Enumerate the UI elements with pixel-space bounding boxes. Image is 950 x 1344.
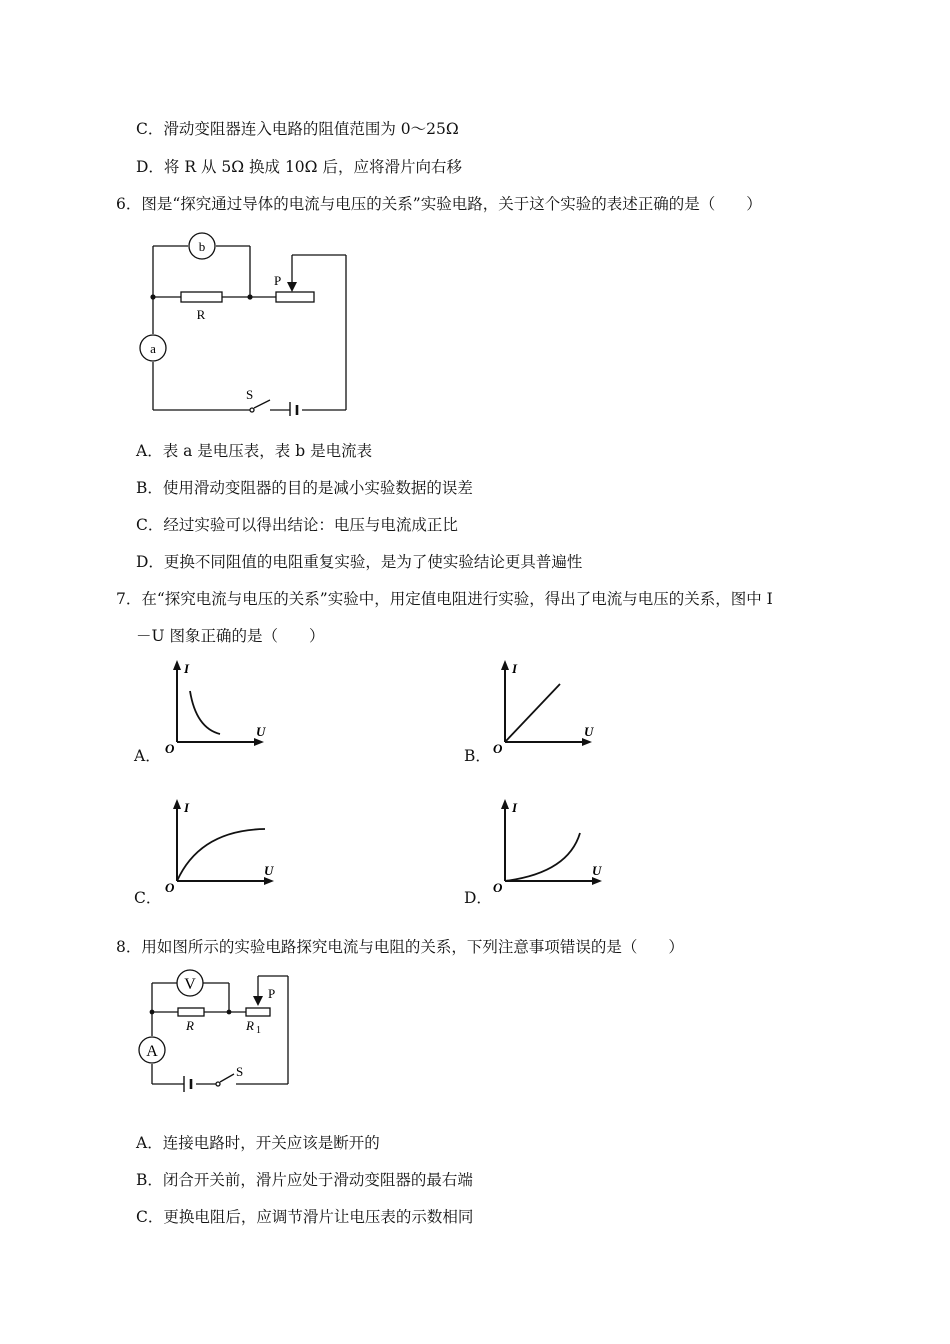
q6-stem: 6．图是“探究通过导体的电流与电压的关系”实验电路，关于这个实验的表述正确的是（ ） [116,195,762,213]
q7-graph-a [160,656,275,756]
q7-label-a: A． [134,747,161,765]
y-axis-label: I [512,800,518,815]
y-axis-label: I [512,661,518,676]
q8-option-c: C．更换电阻后，应调节滑片让电压表的示数相同 [136,1208,474,1226]
q8-stem: 8．用如图所示的实验电路探究电流与电阻的关系，下列注意事项错误的是（ ） [116,938,684,956]
q7-graph-b [488,656,603,756]
q6-circuit-diagram [130,226,360,416]
meter-a-label: a [150,341,156,356]
ammeter-label: A [146,1043,158,1060]
y-axis-label: I [184,661,190,676]
q7-stem-line1: 7．在“探究电流与电压的关系”实验中，用定值电阻进行实验，得出了电流与电压的关系，图中 I [116,590,773,608]
x-axis-label: U [264,863,274,878]
x-axis-label: U [592,863,602,878]
slider-p-label: P [274,273,282,288]
q8-option-a: A．连接电路时，开关应该是断开的 [136,1134,380,1152]
q7-graph-d [488,795,613,895]
rheostat-r1-label: R [246,1018,254,1033]
q6-option-b: B．使用滑动变阻器的目的是减小实验数据的误差 [136,479,473,497]
q7-graph-c [160,795,285,895]
q7-label-c: C． [134,889,162,907]
q7-stem-line2: －U 图象正确的是（ ） [136,627,325,645]
q5-option-d: D．将 R 从 5Ω 换成 10Ω 后，应将滑片向右移 [136,158,462,176]
switch-s-label: S [246,387,254,402]
q8-circuit-diagram [132,966,302,1094]
origin-label: O [493,880,503,895]
origin-label: O [165,880,175,895]
q8-option-b: B．闭合开关前，滑片应处于滑动变阻器的最右端 [136,1171,473,1189]
slider-p-label: P [268,986,276,1001]
origin-label: O [165,741,175,756]
y-axis-label: I [184,800,190,815]
x-axis-label: U [256,724,266,739]
q6-option-a: A．表 a 是电压表，表 b 是电流表 [136,442,373,460]
meter-b-label: b [198,239,206,254]
voltmeter-label: V [184,976,196,993]
x-axis-label: U [584,724,594,739]
q5-option-c: C．滑动变阻器连入电路的阻值范围为 0～25Ω [136,120,459,138]
resistor-r-label: R [186,1018,194,1033]
origin-label: O [493,741,503,756]
q6-option-c: C．经过实验可以得出结论：电压与电流成正比 [136,516,458,534]
q7-label-d: D． [464,889,492,907]
q7-label-b: B． [464,747,491,765]
switch-s-label: S [236,1064,244,1079]
rheostat-r1-subscript: 1 [256,1025,261,1036]
q6-option-d: D．更换不同阻值的电阻重复实验，是为了使实验结论更具普遍性 [136,553,583,571]
resistor-r-label: R [196,307,206,322]
